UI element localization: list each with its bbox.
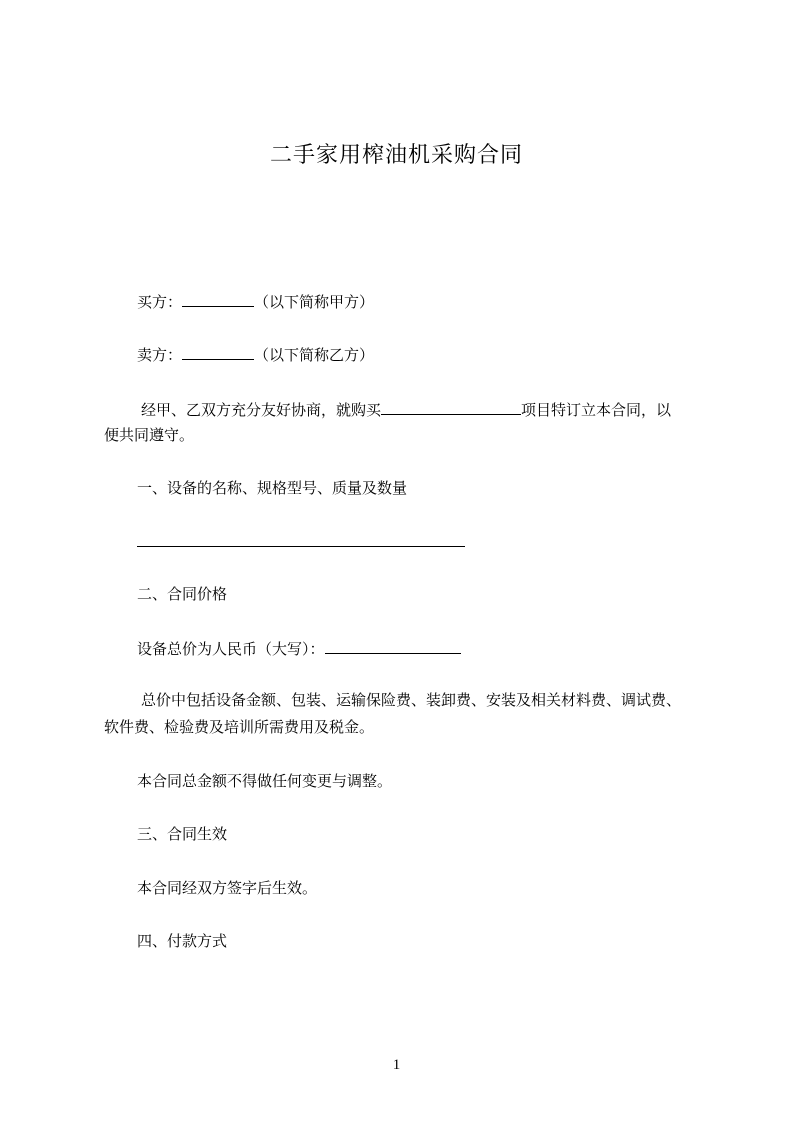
price-includes-line2: 软件费、检验费及培训所需费用及税金。: [104, 718, 375, 736]
seller-line: [137, 344, 374, 365]
intro-prefix: 经甲、乙双方充分友好协商，就购买: [141, 401, 382, 419]
price-line: [137, 638, 461, 659]
price-includes-line1: 总价中包括设备金额、包装、运输保险费、装卸费、安装及相关材料费、调试费、: [141, 691, 682, 709]
price-blank: [325, 638, 461, 654]
section3-text: 本合同经双方签字后生效。: [137, 879, 318, 897]
seller-label: 卖方：: [137, 346, 183, 364]
equipment-blank-rule: [137, 546, 465, 547]
seller-blank: [182, 344, 254, 360]
fixed-amount-note: 本合同总金额不得做任何变更与调整。: [137, 772, 393, 790]
intro-suffix: 项目特订立本合同，以: [521, 401, 672, 419]
intro-line: [141, 399, 671, 420]
project-blank: [381, 399, 521, 415]
section1-heading: 一、设备的名称、规格型号、质量及数量: [137, 479, 408, 497]
buyer-suffix: （以下简称甲方）: [254, 293, 375, 311]
buyer-label: 买方：: [137, 293, 183, 311]
section2-heading: 二、合同价格: [137, 585, 228, 603]
price-label: 设备总价为人民币（大写）：: [137, 640, 325, 658]
section4-heading: 四、付款方式: [137, 932, 228, 950]
buyer-line: [137, 291, 374, 312]
seller-suffix: （以下简称乙方）: [254, 346, 375, 364]
page-number: 1: [392, 1057, 401, 1073]
document-title: 二手家用榨油机采购合同: [269, 143, 523, 168]
section3-heading: 三、合同生效: [137, 825, 228, 843]
buyer-blank: [182, 291, 254, 307]
intro-continuation: 便共同遵守。: [104, 426, 195, 444]
